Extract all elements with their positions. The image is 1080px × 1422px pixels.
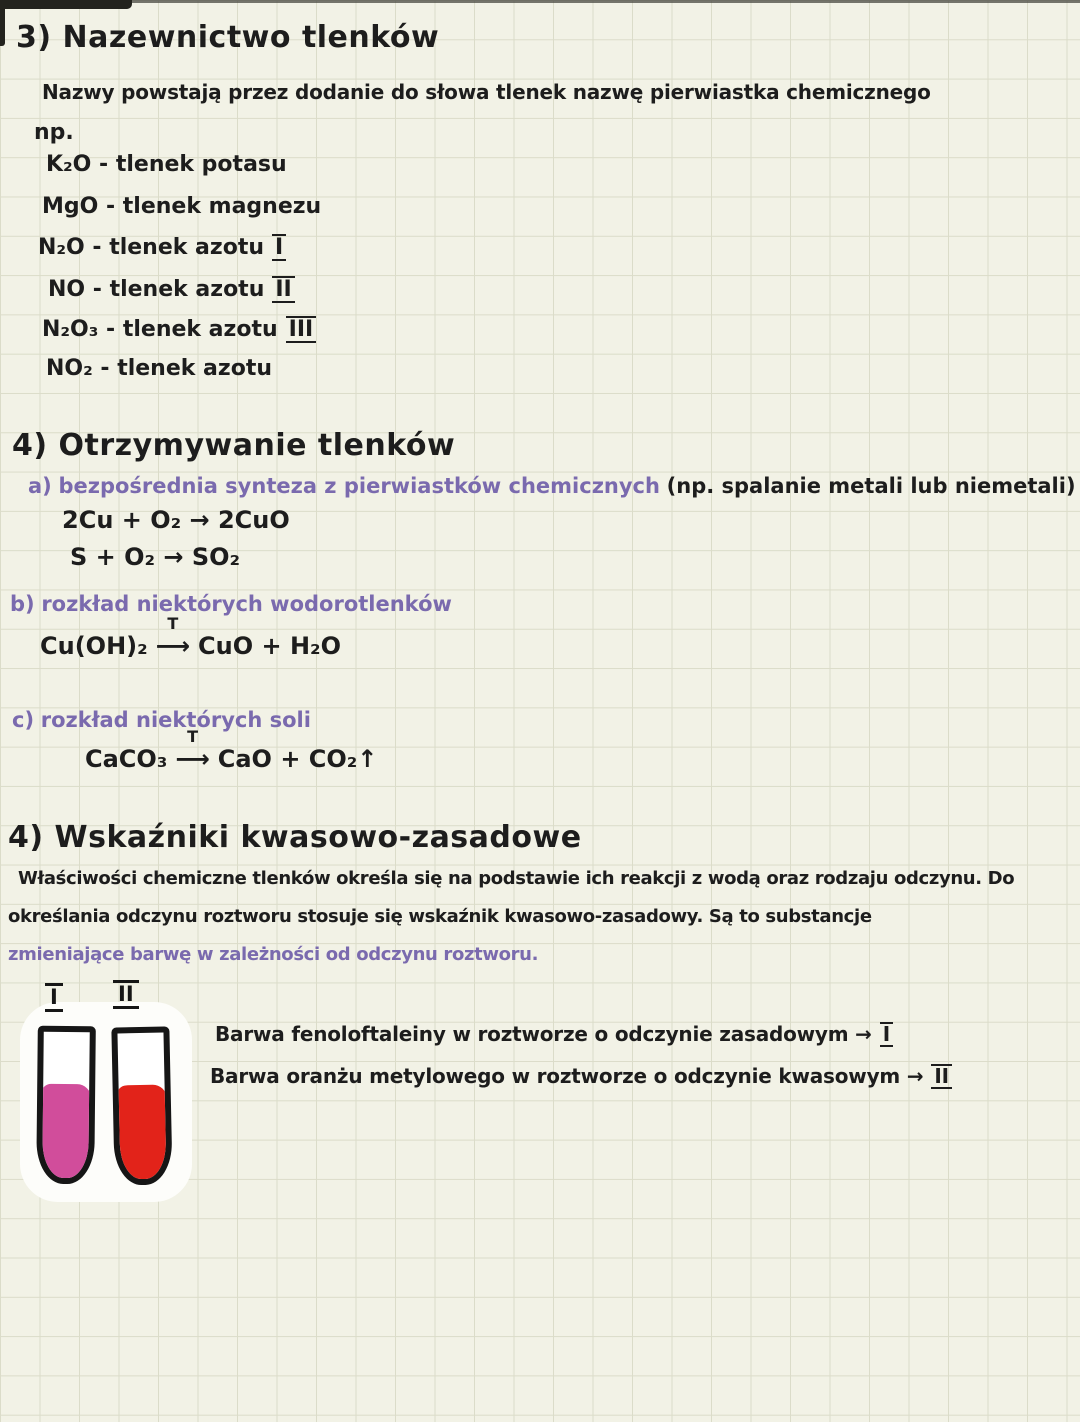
equation-hydroxide-decomposition <box>40 614 341 660</box>
arrow-glyph: ⟶ <box>175 745 210 773</box>
test-tube-1 <box>36 1026 96 1185</box>
t-arrow <box>148 614 198 660</box>
equation-rhs: CuO + H₂O <box>198 632 341 660</box>
equation-rhs: CaO + CO₂↑ <box>217 745 378 773</box>
subsection-b-line <box>10 592 452 616</box>
test-tube-2 <box>111 1026 172 1185</box>
arrow-temperature-label: T <box>187 727 199 746</box>
note-text: Barwa oranżu metylowego w roztworze o odczynie kwasowym → <box>210 1064 924 1088</box>
indicators-heading: 4) Wskaźniki kwasowo-zasadowe <box>8 820 582 855</box>
oxide-example-row <box>38 234 286 261</box>
equation-carbonate-decomposition <box>85 727 378 773</box>
oxide-formula-text: NO - tlenek azotu <box>48 277 265 302</box>
subsection-c-label: c) <box>12 708 35 732</box>
roman-numeral: I <box>272 234 286 261</box>
subsection-a-label: a) <box>28 474 52 498</box>
oxide-formula-text: N₂O - tlenek azotu <box>38 235 264 260</box>
subsection-c-text: rozkład niektórych soli <box>40 708 311 732</box>
roman-numeral: II <box>931 1064 951 1089</box>
indicators-paragraph-line1: Właściwości chemiczne tlenków określa się na podstawie ich reakcji z wodą oraz rodzaju odczynu. Do <box>18 868 1015 889</box>
subsection-b-text: rozkład niektórych wodorotlenków <box>41 592 452 616</box>
tube-2-liquid-red <box>117 1084 169 1181</box>
photo-top-edge <box>0 0 1080 3</box>
oxide-example-row <box>42 194 321 219</box>
section3-heading: 3) Nazewnictwo tlenków <box>16 20 440 55</box>
indicators-paragraph-line3: zmieniające barwę w zależności od odczynu roztworu. <box>8 944 539 965</box>
equation-sulfur-oxidation: S + O₂ → SO₂ <box>70 543 241 571</box>
equation-lhs: CaCO₃ <box>85 745 168 773</box>
example-label: np. <box>34 120 74 145</box>
section4-heading: 4) Otrzymywanie tlenków <box>12 428 456 463</box>
photo-top-left-corner <box>0 0 132 9</box>
roman-numeral: I <box>880 1022 893 1047</box>
oxide-formula-text: MgO - tlenek magnezu <box>42 194 322 219</box>
t-arrow <box>167 727 217 773</box>
oxide-example-row <box>46 152 287 177</box>
indicators-paragraph-line2: określania odczynu roztworu stosuje się wskaźnik kwasowo-zasadowy. Są to substancje <box>8 906 872 927</box>
arrow-temperature-label: T <box>167 614 179 633</box>
oxide-example-row <box>42 316 316 343</box>
oxide-formula-text: NO₂ - tlenek azotu <box>46 356 272 381</box>
photo-left-edge <box>0 0 5 46</box>
tube-1-liquid-pink <box>40 1084 91 1181</box>
roman-numeral: II <box>272 276 294 303</box>
tube-2-label: II <box>113 980 139 1009</box>
oxide-example-row <box>46 356 272 381</box>
section3-intro-text: Nazwy powstają przez dodanie do słowa tlenek nazwę pierwiastka chemicznego <box>42 80 931 104</box>
subsection-c-line <box>12 708 311 732</box>
subsection-a-text: bezpośrednia synteza z pierwiastków chemicznych <box>58 474 660 498</box>
equation-lhs: Cu(OH)₂ <box>40 632 148 660</box>
roman-numeral: III <box>286 316 317 343</box>
oxide-example-row <box>48 276 295 303</box>
subsection-b-label: b) <box>10 592 35 616</box>
methyl-orange-note <box>210 1064 952 1089</box>
note-text: Barwa fenoloftaleiny w roztworze o odczynie zasadowym → <box>215 1022 872 1046</box>
subsection-a-note: (np. spalanie metali lub niemetali) <box>666 474 1076 498</box>
oxide-formula-text: N₂O₃ - tlenek azotu <box>42 317 278 342</box>
phenolphthalein-note <box>215 1022 893 1047</box>
subsection-a-line <box>28 474 1076 498</box>
tube-1-label: I <box>45 983 63 1012</box>
arrow-glyph: ⟶ <box>155 632 191 660</box>
oxide-formula-text: K₂O - tlenek potasu <box>46 152 287 177</box>
equation-copper-oxidation: 2Cu + O₂ → 2CuO <box>62 506 290 534</box>
